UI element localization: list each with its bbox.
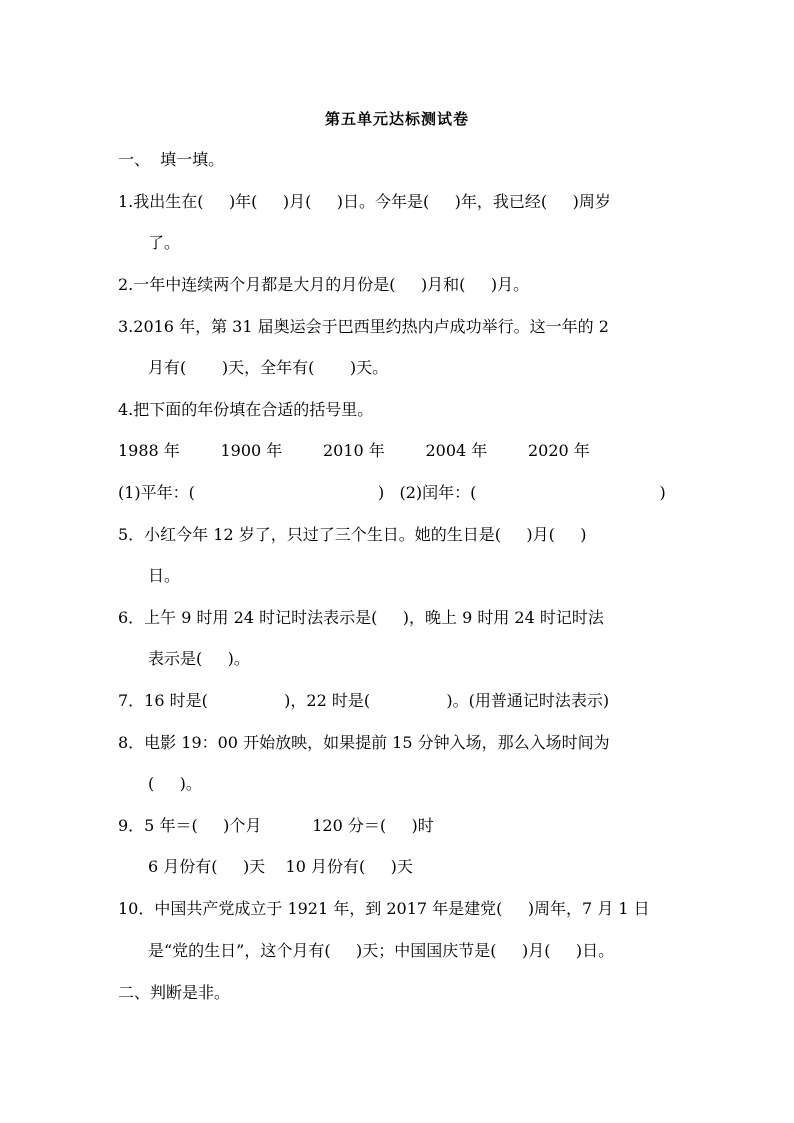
question-10-line-1: 10．中国共产党成立于 1921 年，到 2017 年是建党( )周年，7 月 1 日 bbox=[118, 899, 650, 918]
question-9-line-2: 6 月份有( )天 10 月份有( )天 bbox=[148, 857, 413, 876]
question-2: 2.一年中连续两个月都是大月的月份是( )月和( )月。 bbox=[118, 275, 530, 294]
question-10-line-2: 是“党的生日”，这个月有( )天；中国国庆节是( )月( )日。 bbox=[148, 941, 615, 960]
question-7: 7．16 时是( )，22 时是( )。(用普通记时法表示) bbox=[118, 691, 610, 710]
question-1-line-2: 了。 bbox=[148, 233, 181, 252]
question-8-line-2: ( )。 bbox=[148, 774, 202, 793]
question-4-answer-line: (1)平年：( ) (2)闰年：( ) bbox=[118, 483, 666, 502]
question-5-line-2: 日。 bbox=[148, 566, 181, 585]
question-4-years: 1988 年 1900 年 2010 年 2004 年 2020 年 bbox=[118, 441, 590, 460]
question-8-line-1: 8．电影 19：00 开始放映，如果提前 15 分钟入场，那么入场时间为 bbox=[118, 733, 610, 752]
section-heading-fill-in: 一、 填一填。 bbox=[118, 150, 225, 169]
question-9-line-1: 9．5 年＝( )个月 120 分＝( )时 bbox=[118, 816, 434, 835]
question-6-line-1: 6．上午 9 时用 24 时记时法表示是( )，晚上 9 时用 24 时记时法 bbox=[118, 608, 604, 627]
section-heading-true-false: 二、判断是非。 bbox=[118, 983, 231, 1002]
question-6-line-2: 表示是( )。 bbox=[148, 649, 250, 668]
question-5-line-1: 5．小红今年 12 岁了，只过了三个生日。她的生日是( )月( ) bbox=[118, 525, 587, 544]
question-4-line-1: 4.把下面的年份填在合适的括号里。 bbox=[118, 400, 374, 419]
question-3-line-1: 3.2016 年，第 31 届奥运会于巴西里约热内卢成功举行。这一年的 2 bbox=[118, 317, 609, 336]
question-1-line-1: 1.我出生在( )年( )月( )日。今年是( )年，我已经( )周岁 bbox=[118, 192, 611, 211]
question-3-line-2: 月有( )天，全年有( )天。 bbox=[148, 358, 389, 377]
page-title: 第五单元达标测试卷 bbox=[324, 110, 469, 128]
